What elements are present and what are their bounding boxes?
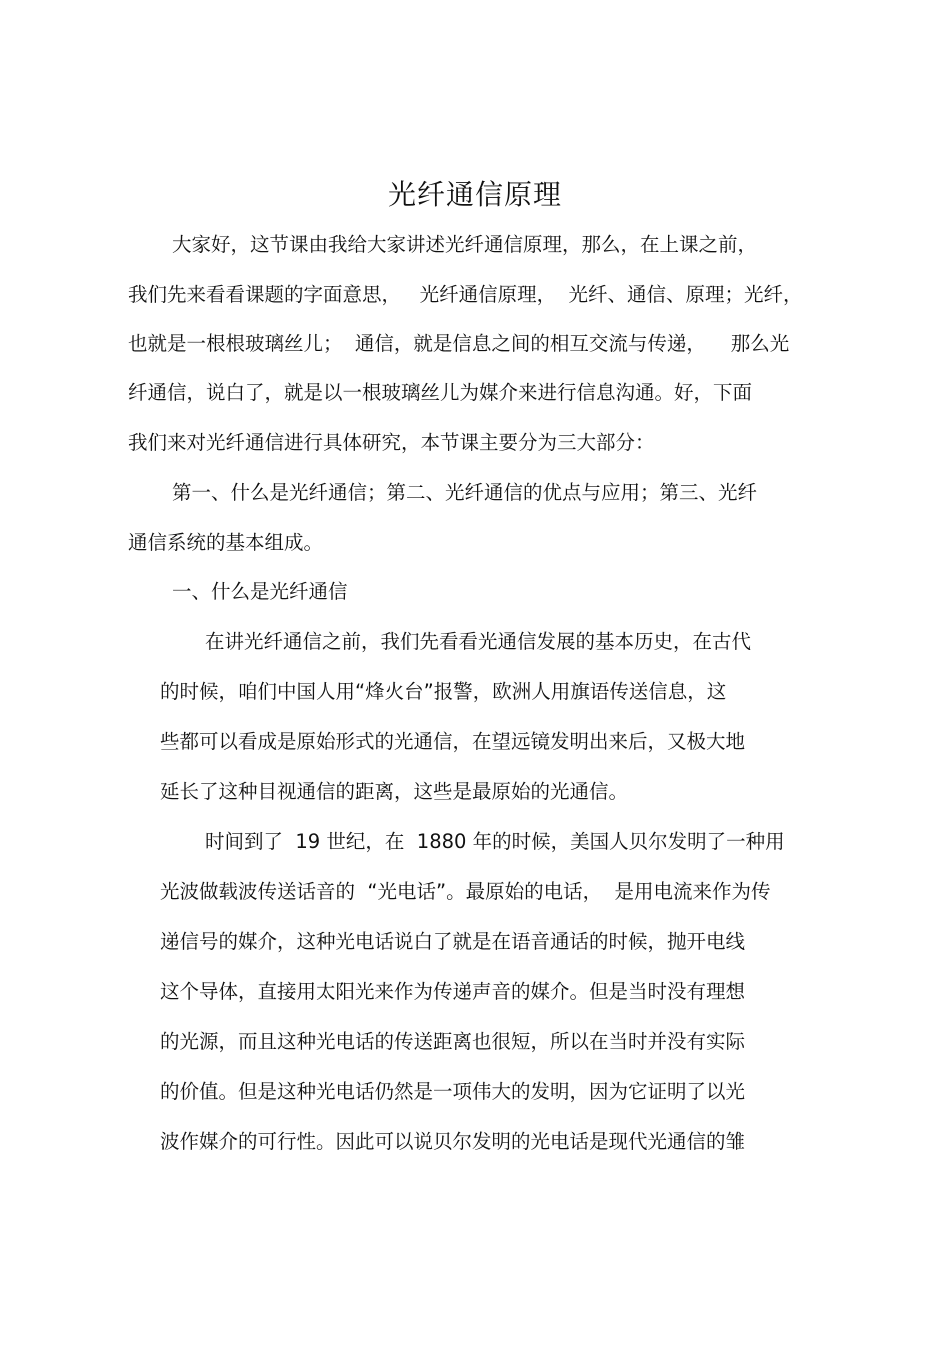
text-line-19: 波作媒介的可行性。因此可以说贝尔发明的光电话是现代光通信的雏 bbox=[160, 1130, 746, 1153]
text-line-5: 我们来对光纤通信进行具体研究，本节课主要分为三大部分： bbox=[128, 431, 655, 454]
text-line-16: 这个导体，直接用太阳光来作为传递声音的媒介。但是当时没有理想 bbox=[160, 980, 746, 1003]
text-line-13: 时间到了 19 世纪，在 1880 年的时候，美国人贝尔发明了一种用 bbox=[205, 830, 785, 853]
document-title: 光纤通信原理 bbox=[387, 178, 562, 211]
text-line-15: 递信号的媒介，这种光电话说白了就是在语音通话的时候，抛开电线 bbox=[160, 930, 746, 953]
section-heading-1: 一、什么是光纤通信 bbox=[172, 580, 348, 603]
text-line-18: 的价值。但是这种光电话仍然是一项伟大的发明，因为它证明了以光 bbox=[160, 1080, 746, 1103]
text-line-9: 在讲光纤通信之前，我们先看看光通信发展的基本历史，在古代 bbox=[205, 630, 752, 653]
text-line-11: 些都可以看成是原始形式的光通信，在望远镜发明出来后，又极大地 bbox=[160, 730, 746, 753]
text-line-14: 光波做载波传送话音的 “光电话”。最原始的电话， 是用电流来作为传 bbox=[160, 880, 771, 903]
text-line-10: 的时候，咱们中国人用“烽火台”报警，欧洲人用旗语传送信息，这 bbox=[160, 680, 727, 703]
text-line-7: 通信系统的基本组成。 bbox=[128, 531, 324, 554]
text-line-17: 的光源，而且这种光电话的传送距离也很短，所以在当时并没有实际 bbox=[160, 1030, 746, 1053]
text-line-6: 第一、什么是光纤通信；第二、光纤通信的优点与应用；第三、光纤 bbox=[172, 481, 758, 504]
text-line-2: 我们先来看看课题的字面意思， 光纤通信原理， 光纤、通信、原理；光纤， bbox=[128, 283, 803, 306]
text-line-1: 大家好，这节课由我给大家讲述光纤通信原理，那么，在上课之前， bbox=[172, 233, 758, 256]
text-line-3: 也就是一根根玻璃丝儿； 通信，就是信息之间的相互交流与传递， 那么光 bbox=[128, 332, 790, 355]
text-line-12: 延长了这种目视通信的距离，这些是最原始的光通信。 bbox=[160, 780, 629, 803]
text-line-4: 纤通信，说白了，就是以一根玻璃丝儿为媒介来进行信息沟通。好，下面 bbox=[128, 381, 753, 404]
